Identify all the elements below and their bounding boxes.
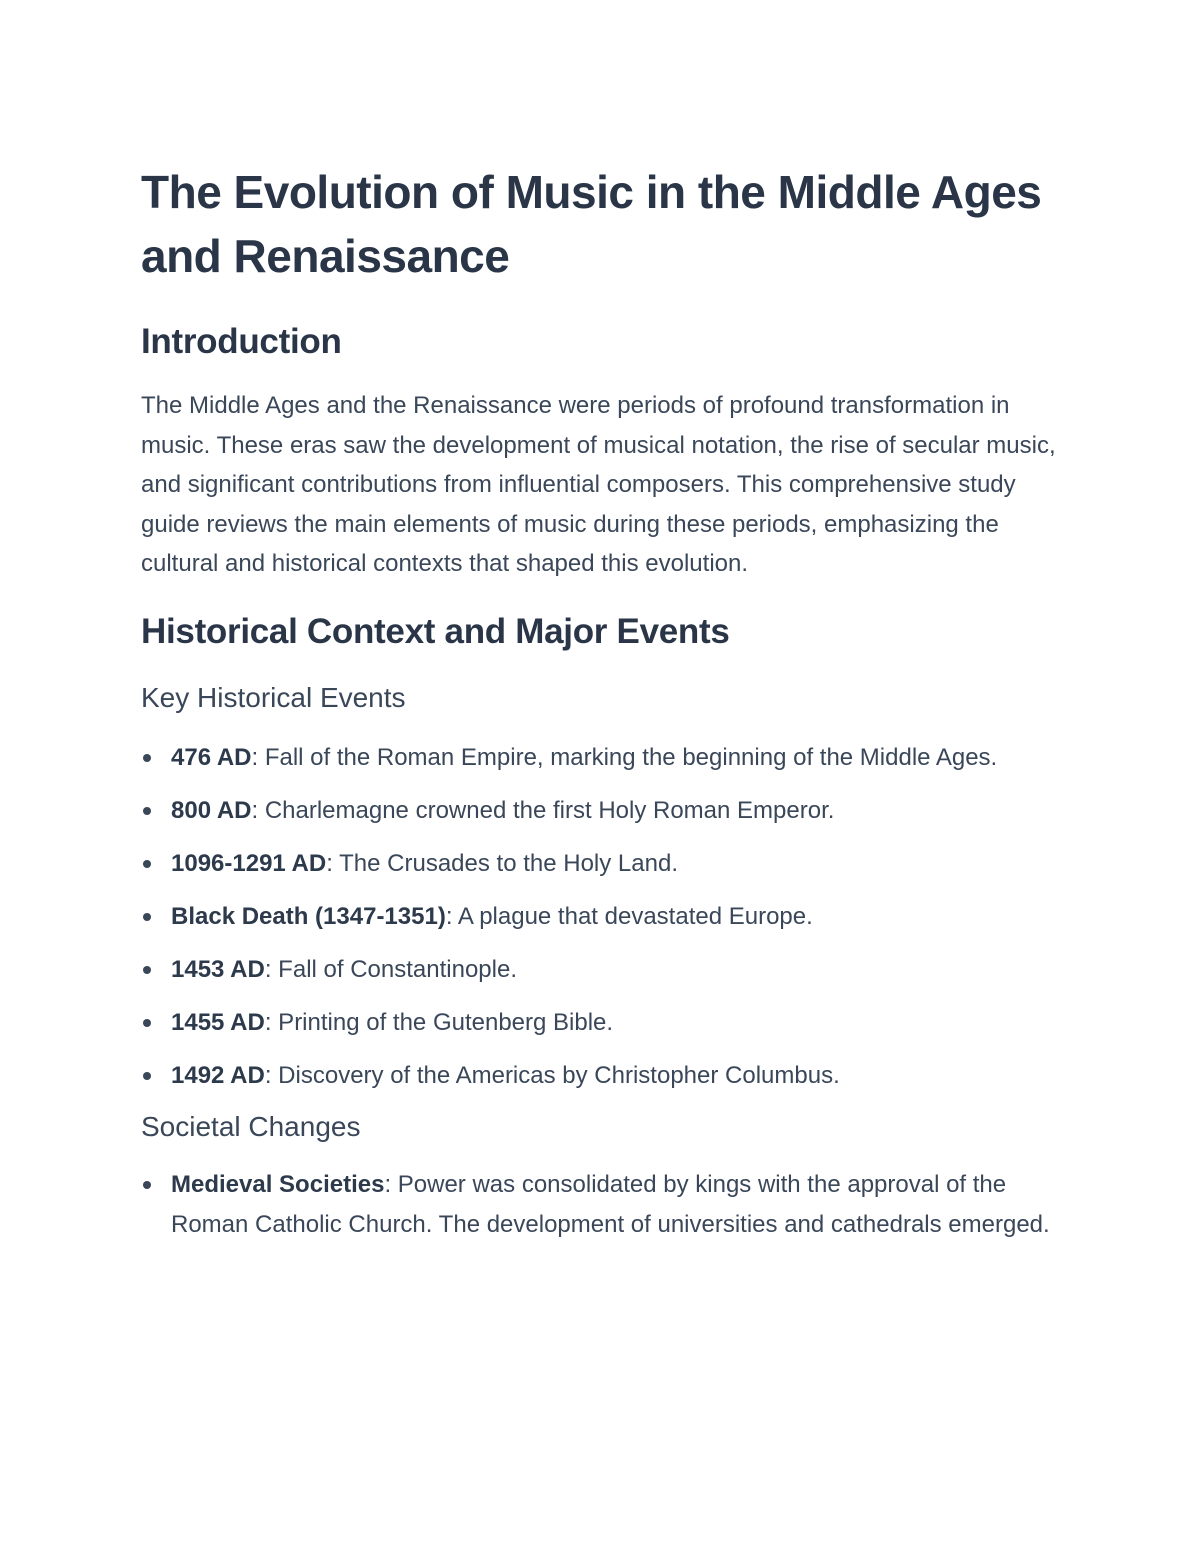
- list-item: [141, 791, 1061, 831]
- bullet-icon: [143, 1072, 151, 1080]
- event-term: 800 AD: [171, 796, 252, 824]
- event-term: 1492 AD: [171, 1061, 265, 1089]
- event-text: : A plague that devastated Europe.: [445, 902, 813, 930]
- event-term: 1455 AD: [171, 1008, 265, 1036]
- bullet-icon: [143, 807, 151, 815]
- bullet-icon: [143, 860, 151, 868]
- bullet-icon: [143, 1019, 151, 1027]
- section-heading-historical-context: Historical Context and Major Events: [141, 611, 730, 651]
- list-item: [141, 1003, 1061, 1043]
- list-item: [141, 897, 1061, 937]
- list-item: [141, 738, 1061, 778]
- document-title: The Evolution of Music in the Middle Ages and Renaissance: [141, 166, 1042, 282]
- bullet-icon: [143, 1181, 151, 1189]
- section-heading-introduction: Introduction: [141, 322, 342, 361]
- bullet-icon: [143, 966, 151, 974]
- key-events-list: [141, 738, 1061, 1096]
- event-term: Black Death (1347-1351): [171, 902, 446, 930]
- event-term: 476 AD: [171, 743, 252, 771]
- change-term: Medieval Societies: [171, 1170, 385, 1198]
- change-text: : Power was consolidated by kings with the approval of the Roman Catholic Church. The development of universities and cathedrals emerged.: [171, 1170, 1050, 1238]
- list-item: [141, 950, 1061, 990]
- subheading-societal-changes: Societal Changes: [141, 1110, 361, 1142]
- document-page: [141, 160, 1061, 1245]
- event-text: : Charlemagne crowned the first Holy Roman Emperor.: [251, 796, 835, 824]
- event-text: : The Crusades to the Holy Land.: [326, 849, 678, 877]
- list-item: [141, 844, 1061, 884]
- introduction-paragraph: The Middle Ages and the Renaissance were periods of profound transformation in music. These eras saw the development of musical notation, the rise of secular music, and significant contributions from influential composers. This comprehensive study guide reviews the main elements of music during these periods, emphasizing the cultural and historical contexts that shaped this evolution.: [141, 392, 1056, 577]
- event-term: 1453 AD: [171, 955, 265, 983]
- event-term: 1096-1291 AD: [171, 849, 327, 877]
- event-text: : Discovery of the Americas by Christopher Columbus.: [264, 1061, 840, 1089]
- list-item: [141, 1165, 1061, 1245]
- bullet-icon: [143, 913, 151, 921]
- event-text: : Fall of Constantinople.: [264, 955, 517, 983]
- societal-changes-list: [141, 1165, 1061, 1245]
- event-text: : Fall of the Roman Empire, marking the beginning of the Middle Ages.: [251, 743, 998, 771]
- event-text: : Printing of the Gutenberg Bible.: [264, 1008, 614, 1036]
- bullet-icon: [143, 754, 151, 762]
- subheading-key-historical-events: Key Historical Events: [141, 681, 406, 713]
- list-item: [141, 1056, 1061, 1096]
